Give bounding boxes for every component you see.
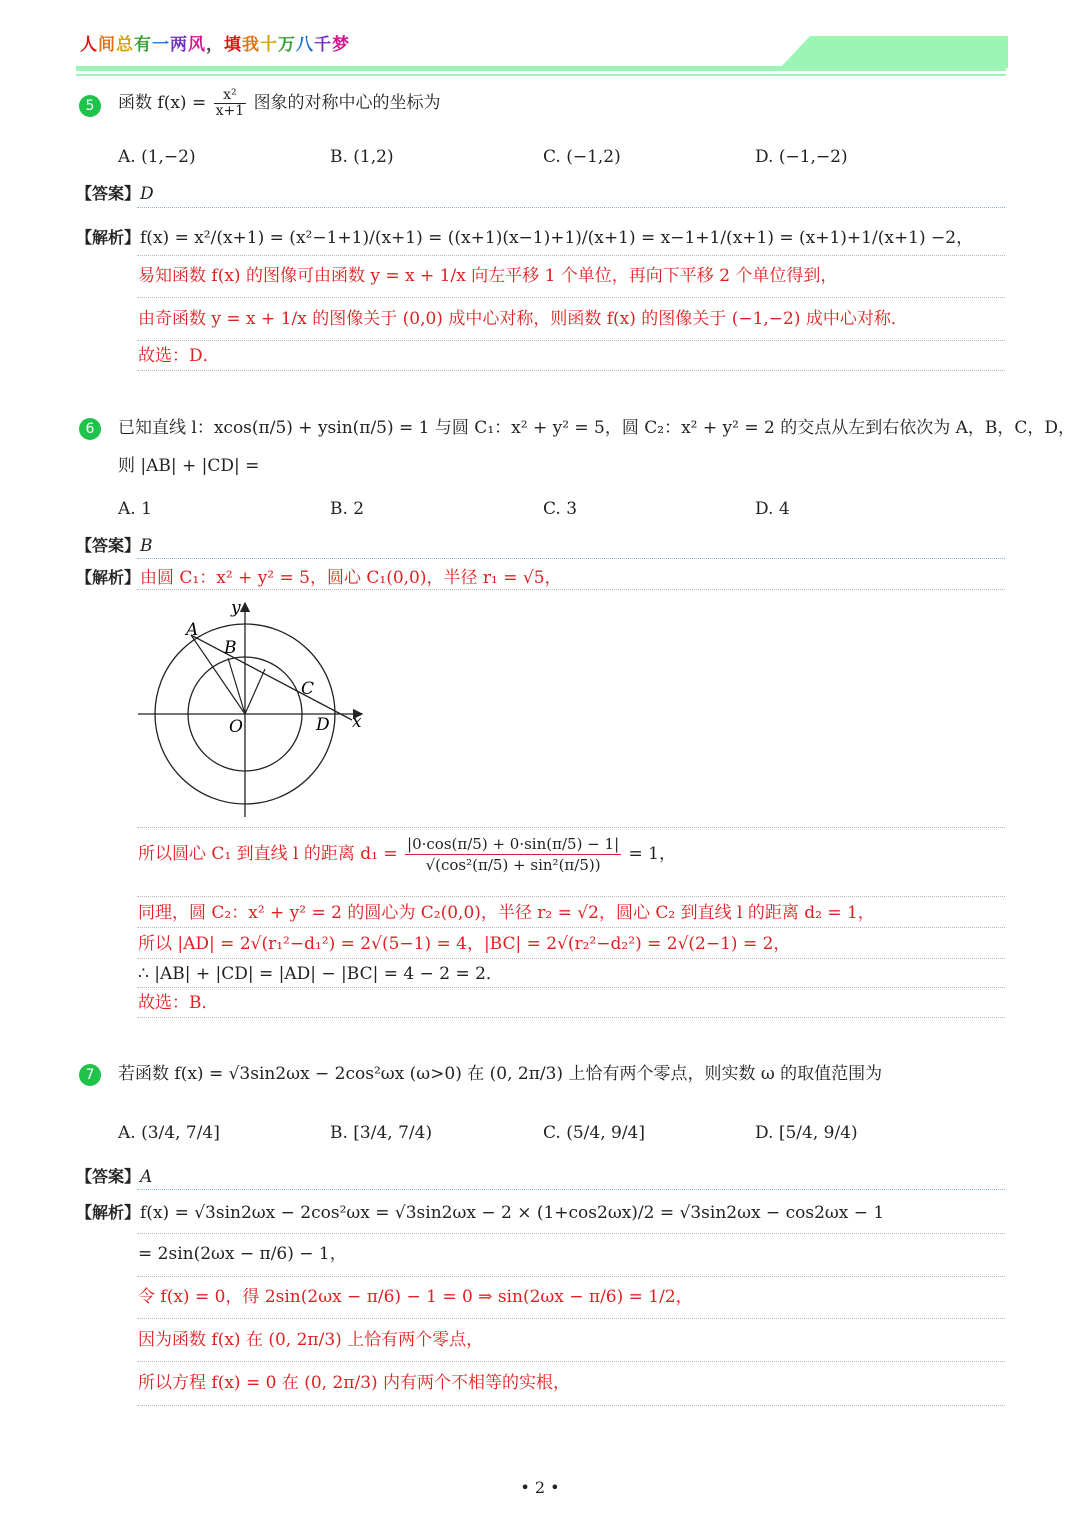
- analysis-label: 【解析】: [76, 228, 141, 247]
- divider: [137, 1361, 1005, 1362]
- header-title-char: 梦: [332, 35, 350, 55]
- q6-analysis: [76, 563, 562, 588]
- analysis-label: 【解析】: [76, 568, 141, 587]
- label-y: y: [231, 598, 241, 618]
- q6-distance-num: |0·cos(π/5) + 0·sin(π/5) − 1|: [407, 835, 620, 853]
- page-number: • 2 •: [520, 1478, 560, 1497]
- q6-distance-suffix: = 1，: [628, 844, 676, 864]
- divider: [137, 987, 1005, 988]
- divider: [137, 1189, 1005, 1190]
- q6-solution-line-6: 故选：B．: [138, 993, 219, 1013]
- divider: [137, 1318, 1005, 1319]
- q5-frac-num: x²: [214, 88, 247, 104]
- q7-option-c: C. (5/4, 9/4]: [543, 1123, 645, 1143]
- q7-answer-value: A: [140, 1167, 153, 1187]
- header-title-char: 我: [242, 35, 260, 55]
- header-title-char: 万: [278, 35, 296, 55]
- q5-option-b: B. (1,2): [330, 147, 394, 167]
- divider: [137, 958, 1005, 959]
- q5-stem: [118, 88, 441, 119]
- analysis-label: 【解析】: [76, 1203, 141, 1222]
- header-title-char: 人: [80, 35, 98, 55]
- q6-distance-prefix: 所以圆心 C₁ 到直线 l 的距离 d₁ =: [138, 844, 398, 864]
- header-title-char: 填: [224, 35, 242, 55]
- divider: [137, 927, 1005, 928]
- q6-solution-line-4: 所以 |AD| = 2√(r₁²−d₁²) = 2√(5−1) = 4，|BC| = 2√(r₂²−d₂²) = 2√(2−1) = 2，: [138, 934, 791, 954]
- q6-option-c: C. 3: [543, 499, 578, 519]
- divider: [137, 589, 1005, 590]
- header-title-char: 一: [152, 35, 170, 55]
- header-title-char: 千: [314, 35, 332, 55]
- q6-figure: [130, 595, 370, 825]
- q7-stem: 若函数 f(x) = √3sin2ωx − 2cos²ωx (ω>0) 在 (0, 2π/3) 上恰有两个零点，则实数 ω 的取值范围为: [118, 1064, 883, 1084]
- q5-frac-den: x+1: [215, 103, 245, 119]
- q7-analysis: [76, 1200, 884, 1223]
- q7-solution-line-5: 所以方程 f(x) = 0 在 (0, 2π/3) 内有两个不相等的实根，: [138, 1373, 571, 1393]
- divider: [137, 370, 1005, 371]
- q6-solution-line-1: 由圆 C₁：x² + y² = 5，圆心 C₁(0,0)，半径 r₁ = √5，: [140, 568, 562, 588]
- q5-option-a: A. (1,−2): [118, 147, 196, 167]
- q7-option-d: D. [5/4, 9/4): [755, 1123, 858, 1143]
- q6-option-d: D. 4: [755, 499, 790, 519]
- header-title-char: 总: [116, 35, 134, 55]
- q6-solution-line-3: 同理，圆 C₂：x² + y² = 2 的圆心为 C₂(0,0)，半径 r₂ = √2，圆心 C₂ 到直线 l 的距离 d₂ = 1，: [138, 903, 875, 923]
- header-title-char: ，: [206, 35, 224, 55]
- answer-label: 【答案】: [76, 184, 141, 203]
- q5-solution-line-3: 由奇函数 y = x + 1/x 的图像关于 (0,0) 成中心对称，则函数 f(x) 的图像关于 (−1,−2) 成中心对称．: [138, 309, 908, 329]
- label-a: A: [186, 620, 199, 640]
- header-title: [80, 30, 350, 55]
- q5-stem-fraction: [214, 88, 247, 119]
- header-title-char: 间: [98, 35, 116, 55]
- divider: [137, 558, 1005, 559]
- label-b: B: [224, 638, 237, 658]
- label-c: C: [301, 679, 315, 699]
- q7-option-a: A. (3/4, 7/4]: [118, 1123, 220, 1143]
- q6-solution-line-5: ∴ |AB| + |CD| = |AD| − |BC| = 4 − 2 = 2．: [138, 964, 503, 984]
- header-band: [76, 66, 1006, 71]
- segment-oa: [191, 635, 245, 714]
- divider: [137, 1233, 1005, 1234]
- q5-solution-line-1: f(x) = x²/(x+1) = (x²−1+1)/(x+1) = ((x+1)(x−1)+1)/(x+1) = x−1+1/(x+1) = (x+1)+1/(x+1) −2，: [140, 228, 974, 248]
- label-x: x: [352, 712, 362, 732]
- q5-solution-line-4: 故选：D．: [138, 346, 220, 366]
- header-title-char: 八: [296, 35, 314, 55]
- label-d: D: [316, 715, 330, 735]
- header-title-char: 风: [188, 35, 206, 55]
- q6-stem-line-1: 已知直线 l：xcos(π/5) + ysin(π/5) = 1 与圆 C₁：x² + y² = 5，圆 C₂：x² + y² = 2 的交点从左到右依次为 A，B，C，D，: [118, 418, 1076, 438]
- q5-answer-value: D: [140, 184, 154, 204]
- segment-ob: [228, 658, 245, 714]
- q7-solution-line-3: 令 f(x) = 0，得 2sin(2ωx − π/6) − 1 = 0 ⇒ sin(2ωx − π/6) = 1/2，: [138, 1287, 693, 1307]
- segment-om: [245, 669, 265, 714]
- q6-solution-line-2: [138, 834, 676, 875]
- q5-option-c: C. (−1,2): [543, 147, 621, 167]
- divider: [137, 1276, 1005, 1277]
- header-decoration: [780, 36, 1008, 68]
- q7-answer: [76, 1164, 152, 1187]
- q5-answer: [76, 181, 154, 204]
- q6-option-b: B. 2: [330, 499, 365, 519]
- question-number-7: 7: [79, 1064, 101, 1086]
- divider: [137, 896, 1005, 897]
- q6-distance-fraction: [405, 834, 621, 875]
- divider: [137, 340, 1005, 341]
- divider: [137, 255, 1005, 256]
- divider: [137, 1405, 1005, 1406]
- divider: [137, 297, 1005, 298]
- q7-solution-line-4: 因为函数 f(x) 在 (0, 2π/3) 上恰有两个零点，: [138, 1330, 484, 1350]
- q6-stem-line-2: 则 |AB| + |CD| =: [118, 456, 260, 476]
- q5-solution-line-2: 易知函数 f(x) 的图像可由函数 y = x + 1/x 向左平移 1 个单位，再向下平移 2 个单位得到，: [138, 266, 838, 286]
- label-o: O: [229, 717, 243, 737]
- header-title-char: 有: [134, 35, 152, 55]
- q6-answer-value: B: [140, 536, 153, 556]
- answer-label: 【答案】: [76, 1167, 141, 1186]
- q6-answer: [76, 533, 153, 556]
- q6-option-a: A. 1: [118, 499, 152, 519]
- divider: [137, 207, 1005, 208]
- q5-option-d: D. (−1,−2): [755, 147, 848, 167]
- question-number-5: 5: [79, 95, 101, 117]
- header-title-char: 两: [170, 35, 188, 55]
- answer-label: 【答案】: [76, 536, 141, 555]
- divider: [137, 1017, 1005, 1018]
- header-rule: [76, 74, 1006, 76]
- q7-solution-line-2: = 2sin(2ωx − π/6) − 1，: [138, 1244, 347, 1264]
- q7-option-b: B. [3/4, 7/4): [330, 1123, 433, 1143]
- q7-solution-line-1: f(x) = √3sin2ωx − 2cos²ωx = √3sin2ωx − 2 × (1+cos2ωx)/2 = √3sin2ωx − cos2ωx − 1: [140, 1203, 885, 1223]
- q6-distance-den: √(cos²(π/5) + sin²(π/5)): [425, 856, 601, 874]
- q5-analysis: [76, 223, 973, 248]
- header-title-char: 十: [260, 35, 278, 55]
- question-number-6: 6: [79, 418, 101, 440]
- q5-stem-suffix: 图象的对称中心的坐标为: [253, 93, 441, 113]
- divider: [137, 827, 1005, 828]
- q5-stem-prefix: 函数 f(x) =: [118, 93, 207, 113]
